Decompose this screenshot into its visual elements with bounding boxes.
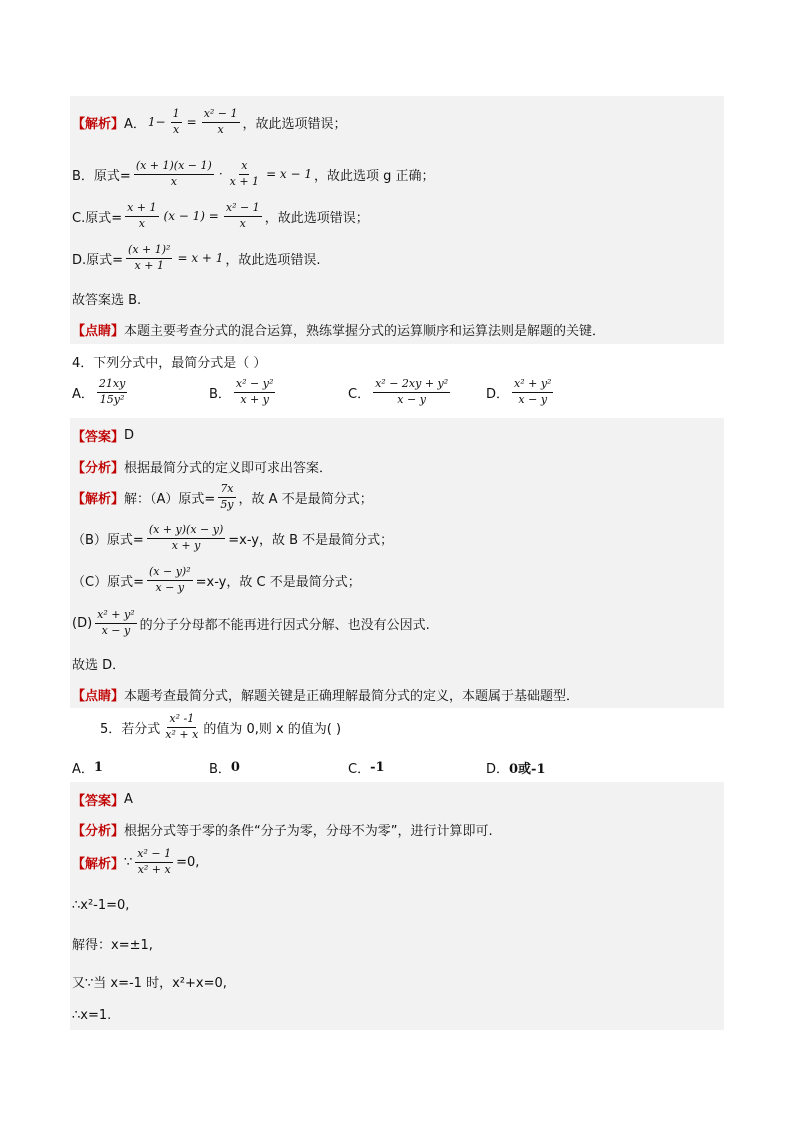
q3-jiexi-a: 【解析】 A． 1− $\frac{1}{x}$ = $\frac{\text{x² − 1}}{x}$ ，故此选项错误； (72, 107, 347, 136)
fraction: $\frac{\text{x² − 2xy + y²}}{x - y}$ (375, 377, 449, 406)
q5-jiexi: 【解析】 ∵ $\frac{\text{x² − 1}}{\text{x² + x}}$ =0, (72, 847, 200, 876)
fraction: $\frac{\text{x² − 1}}{x}$ (203, 107, 238, 136)
answer-tag: 【答案】 (72, 430, 125, 445)
q5-step-1: ∴x²-1=0, (72, 898, 130, 913)
fraction: $\frac{21xy}{\text{15y²}}$ (98, 377, 126, 406)
q3-option-d: D.原式= $\frac{\text{(x + 1)²}}{x + 1}$ = x + 1 ，故此选项错误. (72, 243, 321, 272)
q4-option-b: B． $\frac{\text{x² − y²}}{x + y}$ (209, 377, 274, 406)
q4-dianjing: 【点睛】 本题考查最简分式，解题关键是正确理解最简分式的定义，本题属于基础题型． (72, 685, 579, 704)
q4-stem: 4．下列分式中，最简分式是（ ） (72, 356, 267, 371)
q5-option-c: C． -1 (348, 760, 385, 777)
fraction: $\frac{\text{x² − 1}}{x}$ (225, 201, 260, 230)
q4-jiexi-b: （B）原式= $\frac{(x + y)(x - y)}{x + y}$ =x-y，故 B 不是最简分式； (72, 523, 394, 552)
q4-conclusion: 故选 D． (72, 658, 126, 673)
q5-step-2: 解得：x=±1, (72, 938, 153, 953)
q4-jiexi-c: （C）原式= $\frac{\text{(x − y)²}}{x - y}$ =x-y，故 C 不是最简分式； (72, 565, 361, 594)
fraction: $\frac{(x + 1)(x - 1)}{x}$ (135, 159, 212, 188)
q5-step-3: 又∵当 x=-1 时，x²+x=0, (72, 976, 227, 991)
jiexi-tag: 【解析】 (72, 491, 125, 507)
q5-fenxi: 【分析】 根据分式等于零的条件“分子为零，分母不为零”，进行计算即可. (72, 820, 493, 839)
fenxi-tag: 【分析】 (72, 824, 125, 839)
fraction: $\frac{\text{x² − y²}}{x + y}$ (235, 377, 274, 406)
fraction: $\frac{x}{x + 1}$ (229, 159, 260, 188)
q5-option-d: D． 0或-1 (486, 762, 546, 777)
q3-option-c: C.原式= $\frac{x + 1}{x}$ (x − 1) = $\frac{\text{x² − 1}}{x}$ ，故此选项错误； (72, 201, 369, 230)
q4-option-d: D． $\frac{\text{x² + y²}}{x - y}$ (486, 377, 552, 406)
q3-option-b: B．原式= $\frac{(x + 1)(x - 1)}{x}$ · $\frac{x}{x + 1}$ = x − 1 ，故此选项 g 正确； (72, 159, 435, 188)
q4-fenxi: 【分析】 根据最简分式的定义即可求出答案． (72, 457, 332, 476)
q4-jiexi-a: 【解析】 解：（A）原式= $\frac{7x}{5y}$ ，故 A 不是最简分式； (72, 482, 373, 511)
jiexi-tag: 【解析】 (72, 856, 125, 872)
fraction: $\frac{1}{x}$ (172, 107, 180, 136)
q4-option-c: C． $\frac{\text{x² − 2xy + y²}}{x - y}$ (348, 377, 449, 406)
q5-step-4: ∴x=1. (72, 1008, 112, 1023)
fraction: $\frac{\text{(x + 1)²}}{x + 1}$ (128, 243, 171, 272)
fraction: $\frac{\text{(x − y)²}}{x - y}$ (148, 565, 191, 594)
q5-stem: 5．若分式 $\frac{\text{x² -1}}{\text{x² + x}}$ 的值为 0,则 x 的值为( ) (100, 712, 342, 741)
fraction: $\frac{x + 1}{x}$ (127, 201, 157, 230)
q5-option-a: A． 1 (72, 760, 103, 777)
fenxi-tag: 【分析】 (72, 461, 125, 476)
q5-answer: 【答案】 A (72, 792, 133, 809)
q4-option-a: A． $\frac{21xy}{\text{15y²}}$ (72, 377, 126, 406)
fraction: $\frac{\text{x² + y²}}{x - y}$ (514, 377, 552, 406)
fraction: $\frac{\text{x² + y²}}{x - y}$ (97, 608, 135, 637)
fraction: $\frac{(x + y)(x - y)}{x + y}$ (148, 523, 224, 552)
q4-jiexi-d: (D) $\frac{\text{x² + y²}}{x - y}$ 的分子分母都不能再进行因式分解、也没有公因式. (72, 608, 430, 637)
fraction: $\frac{\text{x² − 1}}{\text{x² + x}}$ (137, 847, 172, 876)
answer-tag: 【答案】 (72, 794, 125, 809)
fraction: $\frac{\text{x² -1}}{\text{x² + x}}$ (165, 712, 199, 741)
q5-option-b: B． 0 (209, 760, 240, 777)
jiexi-tag: 【解析】 (72, 116, 125, 132)
fraction: $\frac{7x}{5y}$ (220, 482, 234, 511)
dianjing-tag: 【点睛】 (72, 689, 125, 704)
q3-answer-line: 故答案选 B. (72, 293, 142, 308)
dianjing-tag: 【点睛】 (72, 324, 125, 339)
q3-dianjing: 【点睛】 本题主要考查分式的混合运算，熟练掌握分式的运算顺序和运算法则是解题的关键． (72, 320, 605, 339)
q4-answer: 【答案】 D (72, 428, 135, 445)
